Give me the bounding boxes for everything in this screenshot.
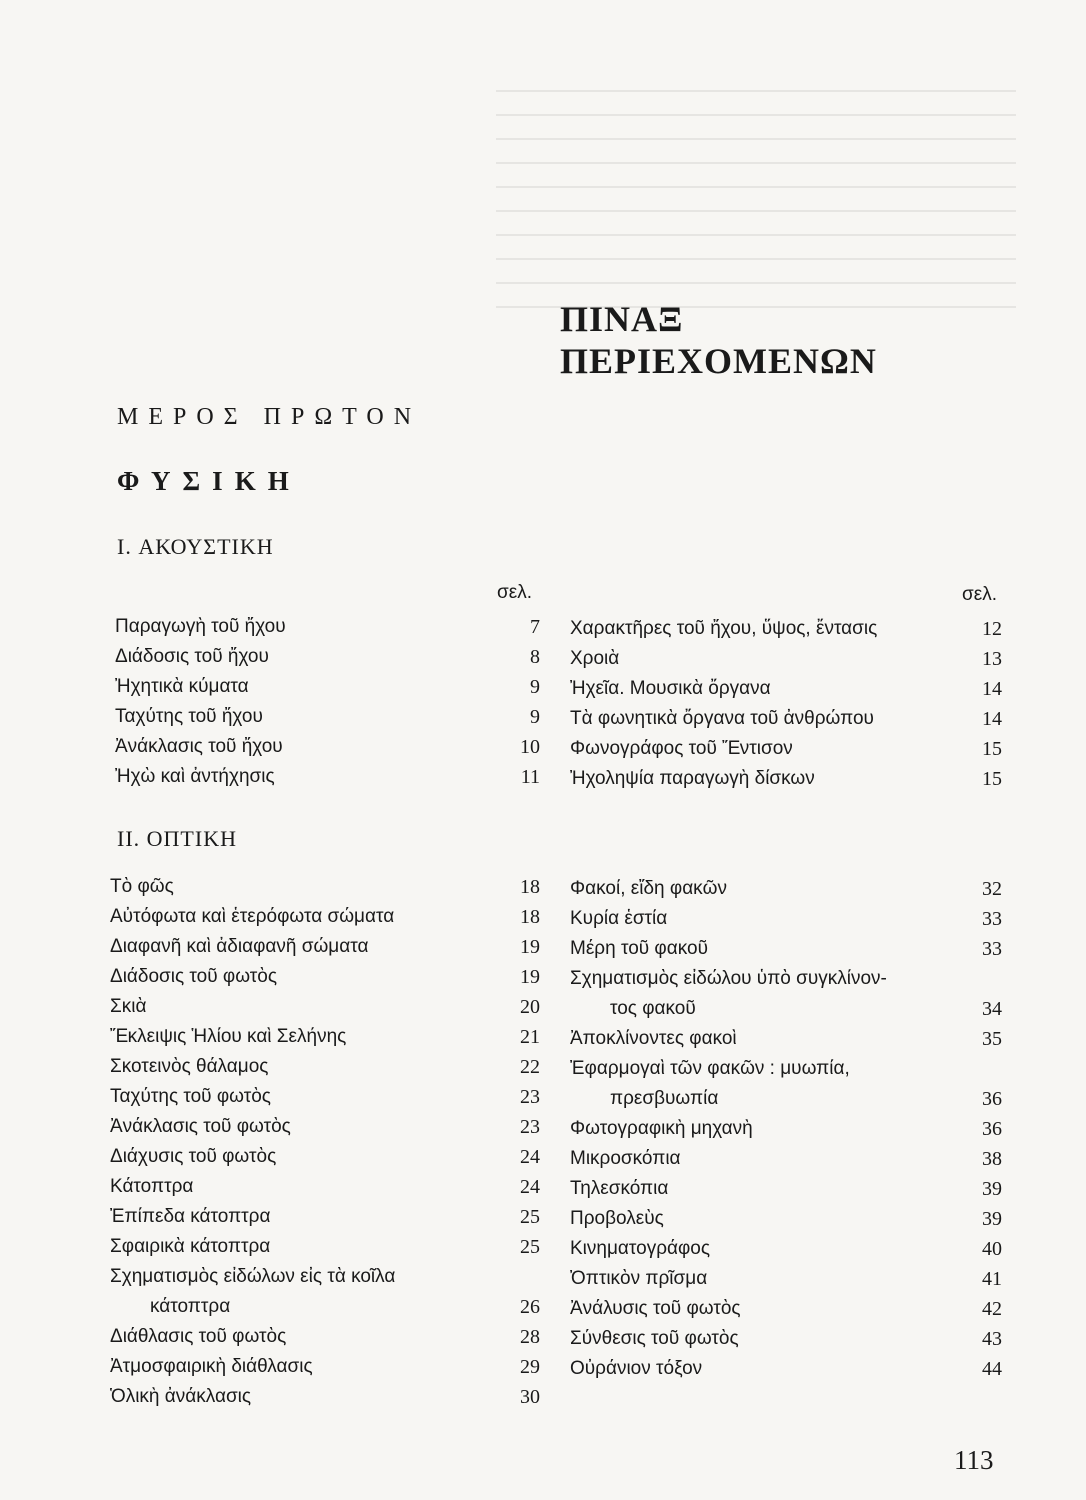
toc-entry-title: Σύνθεσις τοῦ φωτὸς: [570, 1328, 739, 1349]
toc-entry: [115, 672, 540, 702]
toc-entry: [570, 1054, 1002, 1114]
toc-entry-page: 43: [982, 1328, 1002, 1350]
toc-entry-page: 23: [520, 1086, 540, 1108]
toc-entry: [110, 1352, 540, 1382]
toc-entry-page: 9: [530, 706, 540, 728]
toc-entry-title-continued: πρεσβυωπία: [610, 1088, 719, 1109]
toc-entry-page: 11: [520, 766, 540, 788]
toc-entry-title: Ἠχοληψία παραγωγὴ δίσκων: [570, 768, 815, 789]
toc-entry-page: 10: [520, 736, 540, 758]
toc-entry: [110, 992, 540, 1022]
toc-entry: [570, 934, 1002, 964]
toc-list-optics-left: [110, 872, 540, 1412]
toc-entry-title: Ὁλικὴ ἀνάκλασις: [110, 1386, 252, 1407]
toc-entry: [570, 904, 1002, 934]
toc-entry-title-continued: κάτοπτρα: [150, 1296, 231, 1317]
toc-entry: [570, 964, 1002, 1024]
toc-entry-title: Ταχύτης τοῦ φωτὸς: [110, 1086, 271, 1107]
toc-entry: [570, 1234, 1002, 1264]
toc-entry: [110, 1262, 540, 1322]
toc-entry-title: Ταχύτης τοῦ ἤχου: [115, 706, 263, 727]
toc-entry: [115, 612, 540, 642]
page-column-label: σελ.: [962, 584, 997, 605]
toc-entry-title: Μέρη τοῦ φακοῦ: [570, 938, 708, 959]
toc-entry-page: 25: [520, 1236, 540, 1258]
toc-entry: [110, 1022, 540, 1052]
toc-entry: [570, 1324, 1002, 1354]
toc-entry-page: 24: [520, 1146, 540, 1168]
toc-entry: [570, 614, 1002, 644]
toc-entry-page: 15: [982, 768, 1002, 790]
toc-entry-title: Τηλεσκόπια: [570, 1178, 669, 1199]
toc-entry-title: Σχηματισμὸς εἰδώλου ὑπὸ συγκλίνον-: [570, 968, 887, 989]
toc-entry-page: 33: [982, 908, 1002, 930]
subject-heading: ΦΥΣΙΚΗ: [117, 466, 301, 496]
toc-entry-page: 24: [520, 1176, 540, 1198]
toc-entry-title: Χροιὰ: [570, 648, 620, 669]
toc-entry-title: Διάχυσις τοῦ φωτὸς: [110, 1146, 277, 1167]
toc-entry-page: 35: [982, 1028, 1002, 1050]
toc-entry-page: 25: [520, 1206, 540, 1228]
toc-entry: [570, 1204, 1002, 1234]
toc-entry: [570, 1024, 1002, 1054]
toc-entry-title: Σφαιρικὰ κάτοπτρα: [110, 1236, 271, 1257]
toc-entry: [570, 734, 1002, 764]
toc-entry-page: 30: [520, 1386, 540, 1408]
toc-entry-page: 9: [530, 676, 540, 698]
toc-entry: [110, 872, 540, 902]
toc-entry-page: 32: [982, 878, 1002, 900]
toc-entry: [570, 874, 1002, 904]
toc-entry-title: Διάδοσις τοῦ ἤχου: [115, 646, 269, 667]
toc-entry-title: Ἐπίπεδα κάτοπτρα: [110, 1206, 271, 1227]
toc-entry-title: Οὐράνιον τόξον: [570, 1358, 703, 1379]
toc-entry-page: 36: [982, 1118, 1002, 1140]
toc-entry-page: 38: [982, 1148, 1002, 1170]
toc-list-acoustics-left: [115, 612, 540, 792]
toc-entry-title: Διάδοσις τοῦ φωτὸς: [110, 966, 278, 987]
toc-entry: [110, 1172, 540, 1202]
toc-entry-title: Ἠχεῖα. Μουσικὰ ὄργανα: [570, 678, 771, 699]
toc-entry-page: 44: [982, 1358, 1002, 1380]
part-heading: ΜΕΡΟΣ ΠΡΩΤΟΝ: [117, 404, 422, 430]
toc-entry: [110, 1382, 540, 1412]
toc-entry-page: 42: [982, 1298, 1002, 1320]
toc-entry-page: 8: [530, 646, 540, 668]
toc-entry-title: Κυρία ἑστία: [570, 908, 668, 929]
toc-entry-page: 36: [982, 1088, 1002, 1110]
toc-entry-title: Κινηματογράφος: [570, 1238, 711, 1259]
toc-entry-title: Σχηματισμὸς εἰδώλων εἰς τὰ κοῖλα: [110, 1266, 396, 1287]
toc-entry: [110, 1052, 540, 1082]
toc-list-optics-right: [570, 874, 1002, 1384]
toc-entry-title: Χαρακτῆρες τοῦ ἤχου, ὕψος, ἔντασις: [570, 618, 878, 639]
toc-entry-page: 13: [982, 648, 1002, 670]
toc-entry-title: Ἠχὼ καὶ ἀντήχησις: [115, 766, 275, 787]
toc-entry-title: Φακοί, εἴδη φακῶν: [570, 878, 728, 899]
toc-entry-page: 7: [530, 616, 540, 638]
toc-entry-title: Ἠχητικὰ κύματα: [115, 676, 249, 697]
toc-entry: [570, 674, 1002, 704]
toc-entry-title: Ὀπτικὸν πρῖσμα: [570, 1268, 708, 1289]
toc-entry-page: 14: [982, 678, 1002, 700]
toc-entry: [570, 1354, 1002, 1384]
toc-entry-title: Ἀτμοσφαιρικὴ διάθλασις: [110, 1356, 313, 1377]
toc-entry-page: 14: [982, 708, 1002, 730]
toc-entry: [115, 642, 540, 672]
toc-entry-title: Παραγωγὴ τοῦ ἤχου: [115, 616, 286, 637]
page-title: ΠΙΝΑΞ ΠΕΡΙΕΧΟΜΕΝΩΝ: [560, 299, 877, 381]
toc-entry: [570, 1294, 1002, 1324]
toc-entry-title: Ἔκλειψις Ἡλίου καὶ Σελήνης: [110, 1026, 347, 1047]
toc-entry: [115, 702, 540, 732]
toc-entry-title: Τὸ φῶς: [110, 876, 174, 897]
toc-entry-title: Φωνογράφος τοῦ Ἔντισον: [570, 738, 793, 759]
toc-entry-page: 21: [520, 1026, 540, 1048]
toc-entry-page: 39: [982, 1178, 1002, 1200]
toc-entry: [570, 644, 1002, 674]
toc-entry-page: 20: [520, 996, 540, 1018]
toc-entry-title: Κάτοπτρα: [110, 1176, 194, 1197]
toc-entry-title: Διάθλασις τοῦ φωτὸς: [110, 1326, 287, 1347]
toc-entry: [570, 1174, 1002, 1204]
toc-entry-page: 34: [982, 998, 1002, 1020]
toc-entry-title: Τὰ φωνητικὰ ὄργανα τοῦ ἀνθρώπου: [570, 708, 874, 729]
toc-entry-page: 29: [520, 1356, 540, 1378]
toc-entry-page: 33: [982, 938, 1002, 960]
section-heading-optics: II. ΟΠΤΙΚΗ: [117, 826, 237, 851]
toc-entry-page: 39: [982, 1208, 1002, 1230]
toc-entry-page: 18: [520, 876, 540, 898]
toc-entry: [570, 1144, 1002, 1174]
toc-entry-page: 18: [520, 906, 540, 928]
toc-entry-title: Ἀνάλυσις τοῦ φωτὸς: [570, 1298, 741, 1319]
toc-entry-title: Προβολεὺς: [570, 1208, 664, 1229]
toc-entry-title: Διαφανῆ καὶ ἀδιαφανῆ σώματα: [110, 936, 369, 957]
page-column-label: σελ.: [497, 582, 532, 603]
toc-entry: [570, 764, 1002, 794]
toc-entry: [115, 732, 540, 762]
bleed-through-shadow: [496, 90, 1016, 310]
toc-entry-title: Ἀποκλίνοντες φακοὶ: [570, 1028, 737, 1049]
toc-entry-page: 19: [520, 936, 540, 958]
toc-entry-title: Φωτογραφικὴ μηχανὴ: [570, 1118, 753, 1139]
toc-list-acoustics-right: [570, 614, 1002, 794]
toc-entry-title: Σκιὰ: [110, 996, 147, 1017]
toc-entry: [110, 1232, 540, 1262]
toc-entry-title-continued: τος φακοῦ: [610, 998, 696, 1019]
toc-entry: [110, 1082, 540, 1112]
toc-entry-page: 41: [982, 1268, 1002, 1290]
toc-entry-page: 12: [982, 618, 1002, 640]
section-heading-acoustics: I. ΑΚΟΥΣΤΙΚΗ: [117, 534, 274, 559]
toc-entry-title: Ἐφαρμογαὶ τῶν φακῶν : μυωπία,: [570, 1058, 850, 1079]
toc-entry: [110, 1142, 540, 1172]
toc-entry: [115, 762, 540, 792]
toc-entry: [110, 1202, 540, 1232]
toc-entry-page: 40: [982, 1238, 1002, 1260]
toc-entry: [570, 1264, 1002, 1294]
toc-entry-page: 26: [520, 1296, 540, 1318]
toc-entry: [570, 1114, 1002, 1144]
toc-entry-title: Αὐτόφωτα καὶ ἑτερόφωτα σώματα: [110, 906, 395, 927]
toc-entry: [570, 704, 1002, 734]
toc-entry-page: 19: [520, 966, 540, 988]
toc-entry-page: 15: [982, 738, 1002, 760]
toc-entry: [110, 1112, 540, 1142]
toc-entry-page: 23: [520, 1116, 540, 1138]
toc-entry: [110, 902, 540, 932]
toc-entry: [110, 962, 540, 992]
page-number: 113: [954, 1445, 994, 1475]
toc-entry: [110, 932, 540, 962]
toc-entry-title: Μικροσκόπια: [570, 1148, 681, 1169]
toc-entry-title: Σκοτεινὸς θάλαμος: [110, 1056, 269, 1077]
toc-entry-title: Ἀνάκλασις τοῦ φωτὸς: [110, 1116, 291, 1137]
toc-entry-title: Ἀνάκλασις τοῦ ἤχου: [115, 736, 283, 757]
toc-entry-page: 28: [520, 1326, 540, 1348]
toc-entry: [110, 1322, 540, 1352]
toc-entry-page: 22: [520, 1056, 540, 1078]
